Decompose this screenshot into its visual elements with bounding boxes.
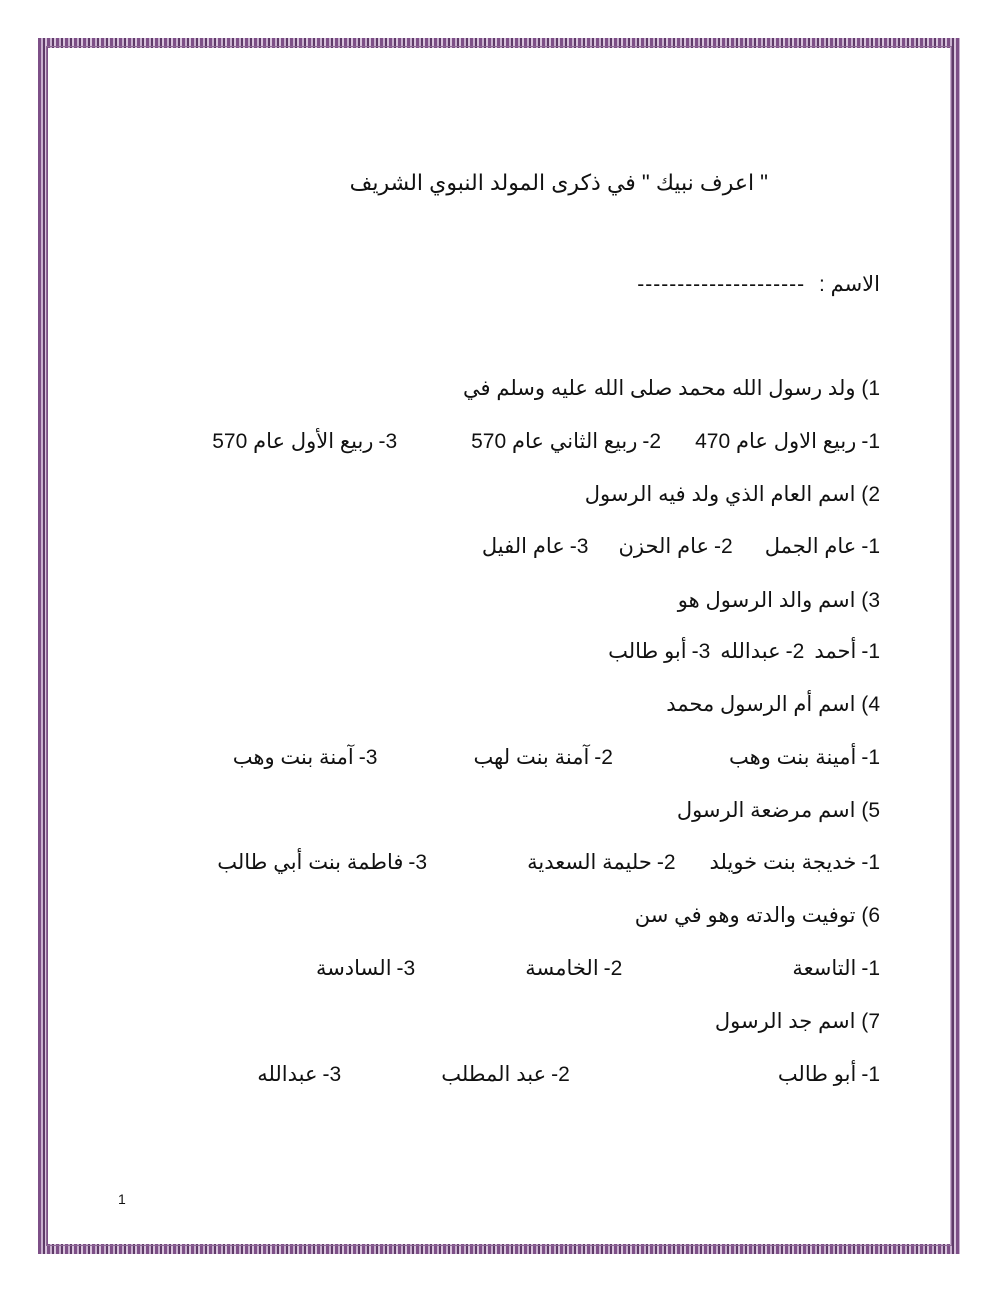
question-4-option-3[interactable]: 3-آمنة بنت وهب xyxy=(232,746,378,769)
question-1-option-3[interactable]: 3-ربيع الأول عام 570 xyxy=(212,430,398,453)
question-4-option-2[interactable]: 2-آمنة بنت لهب xyxy=(473,746,613,769)
question-1: 1) ولد رسول الله محمد صلى الله عليه وسلم في xyxy=(462,377,880,400)
question-6-option-3[interactable]: 3-السادسة xyxy=(315,957,416,980)
question-5-option-2[interactable]: 2-حليمة السعدية xyxy=(527,851,676,874)
question-6-option-1[interactable]: 1-التاسعة xyxy=(792,957,880,980)
question-6: 6) توفيت والدته وهو في سن xyxy=(634,904,880,927)
question-6-option-2[interactable]: 2-الخامسة xyxy=(525,957,623,980)
question-6-options xyxy=(316,955,880,983)
question-7-option-1[interactable]: 1-أبو طالب xyxy=(777,1063,880,1086)
question-1-options xyxy=(212,428,880,456)
page-title: " اعرف نبيك " في ذكرى المولد النبوي الشريف xyxy=(349,170,768,195)
question-3-option-2[interactable]: 2-عبدالله xyxy=(720,640,805,663)
question-7-options xyxy=(257,1061,880,1089)
page-number: 1 xyxy=(118,1191,126,1207)
question-7-option-3[interactable]: 3-عبدالله xyxy=(257,1063,342,1086)
question-5: 5) اسم مرضعة الرسول xyxy=(676,799,880,822)
question-4-options xyxy=(233,744,880,772)
question-2-option-1[interactable]: 1-عام الجمل xyxy=(764,535,880,558)
question-4-option-1[interactable]: 1-أمينة بنت وهب xyxy=(728,746,880,769)
question-2-options xyxy=(482,533,880,561)
question-5-option-1[interactable]: 1-خديجة بنت خويلد xyxy=(709,851,880,874)
name-blank[interactable]: --------------------- xyxy=(637,273,806,296)
question-2-option-3[interactable]: 3-عام الفيل xyxy=(481,535,589,558)
name-label: الاسم : xyxy=(818,273,880,296)
question-3: 3) اسم والد الرسول هو xyxy=(677,589,880,612)
question-3-options xyxy=(608,638,880,666)
question-1-option-2[interactable]: 2-ربيع الثاني عام 570 xyxy=(471,430,662,453)
name-field xyxy=(637,271,880,299)
question-1-option-1[interactable]: 1-ربيع الاول عام 470 xyxy=(695,430,880,453)
question-7-option-2[interactable]: 2-عبد المطلب xyxy=(441,1063,570,1086)
question-5-option-3[interactable]: 3-فاطمة بنت أبي طالب xyxy=(217,851,428,874)
question-3-option-3[interactable]: 3-أبو طالب xyxy=(608,640,711,663)
question-7: 7) اسم جد الرسول xyxy=(714,1010,880,1033)
question-2: 2) اسم العام الذي ولد فيه الرسول xyxy=(584,483,880,506)
question-2-option-2[interactable]: 2-عام الحزن xyxy=(618,535,733,558)
question-3-option-1[interactable]: 1-أحمد xyxy=(814,640,880,663)
question-5-options xyxy=(217,849,880,877)
question-4: 4) اسم أم الرسول محمد xyxy=(666,693,880,716)
